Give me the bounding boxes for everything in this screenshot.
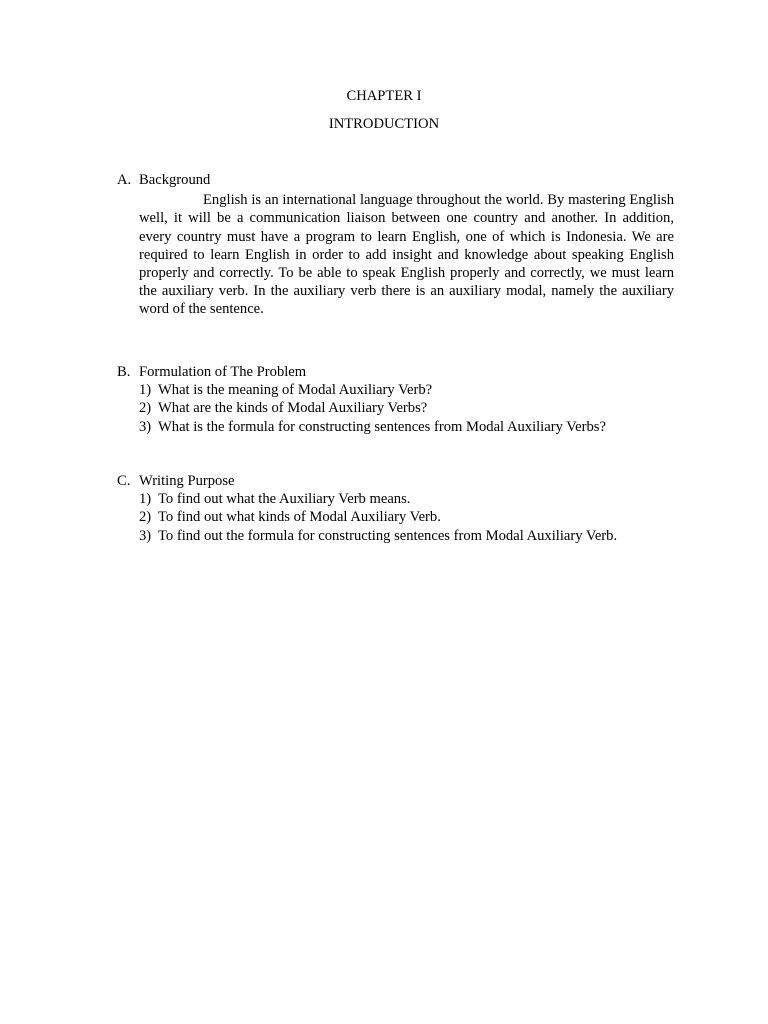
- section-background: [117, 171, 677, 319]
- list-item-text: To find out what kinds of Modal Auxiliary Verb.: [158, 509, 441, 526]
- list-item-number: 2): [139, 509, 152, 526]
- section-heading: [117, 472, 677, 490]
- section-writing-purpose: [117, 472, 677, 545]
- section-heading: [117, 363, 677, 381]
- section-formulation: [117, 363, 677, 436]
- list-item: [117, 508, 677, 526]
- list-item-number: 3): [139, 418, 152, 435]
- background-paragraph: English is an international language throughout the world. By mastering English well, it will be a communication liaison between one country and another. In addition, every country must have a program to learn English, one of which is Indonesia. We are required to learn English in order to add insight and knowledge about speaking English properly and correctly. To be able to speak English properly and correctly, we must learn the auxiliary verb. In the auxiliary verb there is an auxiliary modal, namely the auxiliary word of the sentence.: [139, 192, 674, 318]
- purpose-list: [117, 490, 677, 545]
- list-item-text: What is the meaning of Modal Auxiliary Verb?: [158, 382, 433, 399]
- list-item: [117, 381, 677, 399]
- list-item-number: 1): [139, 382, 152, 399]
- list-item-text: What are the kinds of Modal Auxiliary Verbs?: [158, 400, 428, 417]
- problem-list: [117, 381, 677, 436]
- section-heading-text: Writing Purpose: [139, 473, 235, 489]
- list-item-number: 3): [139, 527, 152, 544]
- chapter-title: INTRODUCTION: [328, 116, 440, 132]
- list-item: [117, 418, 677, 436]
- list-item: [117, 527, 677, 545]
- list-item-text: To find out what the Auxiliary Verb means.: [158, 491, 411, 508]
- list-item-text: To find out the formula for constructing sentences from Modal Auxiliary Verb.: [158, 527, 618, 544]
- section-heading-text: Formulation of The Problem: [139, 364, 307, 380]
- list-item-number: 2): [139, 400, 152, 417]
- list-item-number: 1): [139, 491, 152, 508]
- section-letter: C.: [117, 473, 131, 489]
- chapter-heading: CHAPTER I: [346, 88, 422, 104]
- list-item-text: What is the formula for constructing sentences from Modal Auxiliary Verbs?: [158, 418, 606, 435]
- section-heading-text: Background: [139, 172, 211, 188]
- list-item: [117, 399, 677, 417]
- section-letter: A.: [117, 172, 132, 188]
- section-heading: [117, 171, 677, 189]
- list-item: [117, 490, 677, 508]
- section-letter: B.: [117, 364, 131, 380]
